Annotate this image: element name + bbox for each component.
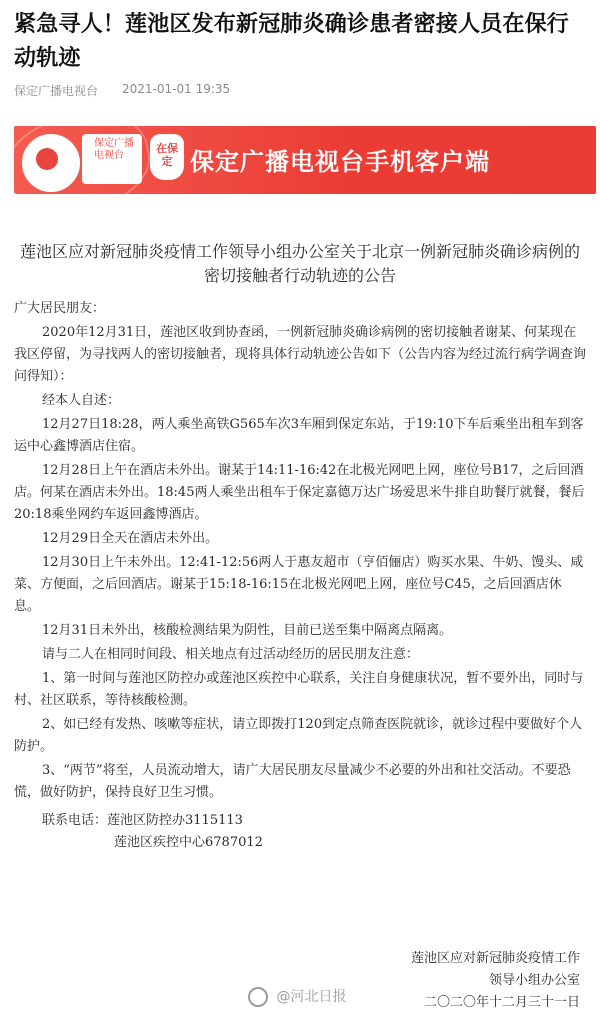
notice-paragraph: 12月31日未外出，核酸检测结果为阴性，目前已送至集中隔离点隔离。	[42, 623, 453, 638]
notice-title: 莲池区应对新冠肺炎疫情工作领导小组办公室关于北京一例新冠肺炎确诊病例的密切接触者行动轨迹的公告	[19, 242, 580, 285]
notice-paragraph: 1、第一时间与莲池区防控办或莲池区疾控中心联系，关注自身健康状况，暂不要外出，同时与村、社区联系，等待核酸检测。	[14, 671, 584, 708]
notice-paragraph: 12月27日18:28，两人乘坐高铁G565车次3车厢到保定东站，于19:10下车后乘坐出租车到客运中心鑫博酒店住宿。	[14, 417, 584, 454]
signature-date: 二〇二〇年十二月三十一日	[423, 995, 580, 1010]
notice-paragraph: 12月28日上午在酒店未外出。谢某于14:11-16:42在北极光网吧上网，座位号B17，之后回酒店。何某在酒店未外出。18:45两人乘坐出租车于保定嘉德万达广场爱思米牛排自助餐厅就餐，餐后20:18乘坐网约车返回鑫博酒店。	[14, 463, 585, 522]
article-datetime: 2021-01-01 19:35	[122, 82, 231, 96]
article-title: 紧急寻人！莲池区发布新冠肺炎确诊患者密接人员在保行动轨迹	[14, 12, 570, 71]
signature-block	[360, 948, 580, 1014]
contact-line-1: 联系电话：莲池区防控办3115113	[42, 813, 243, 828]
notice-paragraph: 3、“两节”将至，人员流动增大，请广大居民朋友尽量减少不必要的外出和社交活动。不要恐慌，做好防护，保持良好卫生习惯。	[14, 763, 571, 800]
app-banner[interactable]	[14, 126, 596, 194]
notice-paragraph: 请与二人在相同时间段、相关地点有过活动经历的居民朋友注意：	[42, 647, 420, 662]
article-header	[0, 0, 600, 99]
signature-line-1: 莲池区应对新冠肺炎疫情工作	[410, 951, 580, 966]
notice-paragraph: 2020年12月31日，莲池区收到协查函，一例新冠肺炎确诊病例的密切接触者谢某、何某现在我区停留，为寻找两人的密切接触者，现将具体行动轨迹公告如下（公告内容为经过流行病学调查询问得知）：	[14, 325, 587, 384]
notice-paragraph: 12月29日全天在酒店未外出。	[42, 531, 219, 546]
banner-title: 保定广播电视台手机客户端	[190, 148, 490, 176]
contact-line-2: 莲池区疾控中心6787012	[114, 835, 263, 850]
notice-paragraph: 2、如已经有发热、咳嗽等症状，请立即拨打120到定点筛查医院就诊，就诊过程中要做好个人防护。	[14, 717, 583, 754]
notice-body	[14, 232, 586, 854]
watermark	[248, 986, 346, 1007]
station-logo-icon	[22, 134, 80, 192]
signature-line-2: 领导小组办公室	[488, 973, 580, 988]
weibo-icon	[248, 987, 268, 1007]
notice-paragraph: 12月30日上午未外出。12:41-12:56两人于惠友超市（亨佰俪店）购买水果、牛奶、馒头、咸菜、方便面，之后回酒店。谢某于15:18-16:15在北极光网吧上网，座位号C45，之后回酒店休息。	[14, 555, 584, 614]
article-meta	[14, 82, 586, 99]
location-pin-text: 在保定	[156, 142, 178, 168]
article-source[interactable]: 保定广播电视台	[14, 84, 99, 98]
contact-block	[14, 810, 586, 854]
logo-panel	[82, 134, 142, 184]
watermark-text: @河北日报	[276, 989, 347, 1005]
logo-text: 保定广播电视台	[94, 138, 134, 161]
notice-paragraph: 经本人自述：	[42, 393, 121, 408]
location-pin-icon	[150, 134, 184, 180]
notice-greeting: 广大居民朋友：	[14, 301, 106, 316]
